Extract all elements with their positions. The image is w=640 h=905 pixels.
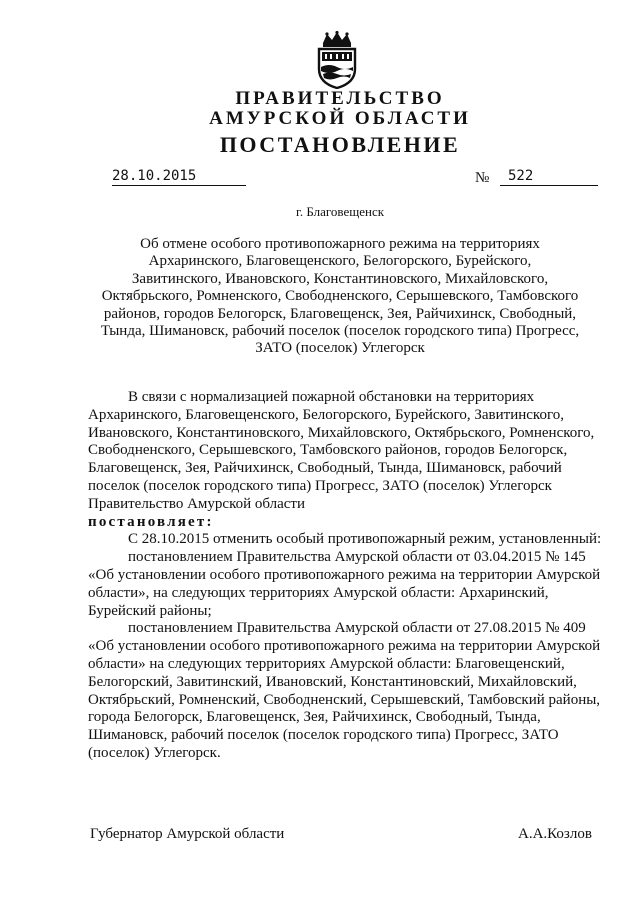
- document-body: [88, 389, 610, 763]
- body-line: Архаринского, Благовещенского, Белогорского, Бурейского, Завитинского,: [88, 406, 564, 423]
- body-line: области», на следующих территориях Амурской области: Архаринский,: [88, 584, 549, 601]
- body-line: поселок (поселок городского типа) Прогресс, ЗАТО (поселок) Углегорск: [88, 477, 552, 494]
- body-line: (поселок) Углегорск.: [88, 744, 221, 761]
- body-line: «Об установлении особого противопожарного режима на территории Амурской: [88, 638, 601, 655]
- subject-line: ЗАТО (поселок) Углегорск: [255, 340, 425, 357]
- document-subject: [80, 236, 600, 358]
- body-line: Свободненского, Серышевского, Тамбовского районов, городов Белогорск,: [88, 442, 568, 459]
- body-line: Ивановского, Константиновского, Михайловского, Октябрьского, Ромненского,: [88, 424, 595, 441]
- org-name-line2: АМУРСКОЙ ОБЛАСТИ: [209, 108, 471, 129]
- org-name-line1: ПРАВИТЕЛЬСТВО: [235, 88, 445, 109]
- subject-line: Архаринского, Благовещенского, Белогорского, Бурейского,: [148, 253, 532, 270]
- document-number: 522: [500, 168, 598, 186]
- signatory-position: Губернатор Амурской области: [90, 826, 285, 842]
- body-line: постановлением Правительства Амурской области от 03.04.2015 № 145: [128, 549, 586, 566]
- resolve-word: постановляет:: [88, 513, 214, 530]
- subject-line: районов, городов Белогорск, Благовещенск, Зея, Райчихинск, Свободный,: [103, 305, 577, 322]
- body-line: С 28.10.2015 отменить особый противопожарный режим, установленный:: [128, 531, 602, 548]
- signatory-name: А.А.Козлов: [518, 826, 592, 842]
- number-label: №: [475, 170, 490, 186]
- body-line: Белогорский, Завитинский, Ивановский, Константиновский, Михайловский,: [88, 673, 577, 690]
- body-line: Благовещенск, Зея, Райчихинск, Свободный, Тында, Шимановск, рабочий: [88, 460, 562, 477]
- body-line: Шимановск, рабочий поселок (поселок городского типа) Прогресс, ЗАТО: [88, 727, 559, 744]
- body-line: области» на следующих территориях Амурской области: Благовещенский,: [88, 655, 565, 672]
- subject-line: Об отмене особого противопожарного режима на территориях: [140, 236, 540, 252]
- subject-line: Тында, Шимановск, рабочий поселок (поселок городского типа) Прогресс,: [100, 323, 580, 340]
- body-line: Правительство Амурской области: [88, 495, 306, 512]
- document-city: г. Благовещенск: [295, 204, 385, 219]
- subject-line: Завитинского, Ивановского, Константиновского, Михайловского,: [131, 270, 549, 287]
- body-line: Октябрьский, Ромненский, Свободненский, Серышевский, Тамбовский районы,: [88, 691, 601, 708]
- document-date: 28.10.2015: [112, 168, 246, 186]
- amur-oblast-coat-of-arms-icon: [314, 31, 360, 89]
- document-type: ПОСТАНОВЛЕНИЕ: [219, 132, 461, 157]
- body-line: «Об установлении особого противопожарного режима на территории Амурской: [88, 566, 601, 583]
- subject-line: Октябрьского, Ромненского, Свободненского, Серышевского, Тамбовского: [101, 288, 579, 305]
- body-line: Бурейский районы;: [88, 602, 212, 619]
- body-line: постановлением Правительства Амурской области от 27.08.2015 № 409: [128, 620, 586, 637]
- body-line: города Белогорск, Благовещенск, Зея, Райчихинск, Свободный, Тында,: [88, 709, 541, 726]
- body-line: В связи с нормализацией пожарной обстановки на территориях: [128, 389, 535, 405]
